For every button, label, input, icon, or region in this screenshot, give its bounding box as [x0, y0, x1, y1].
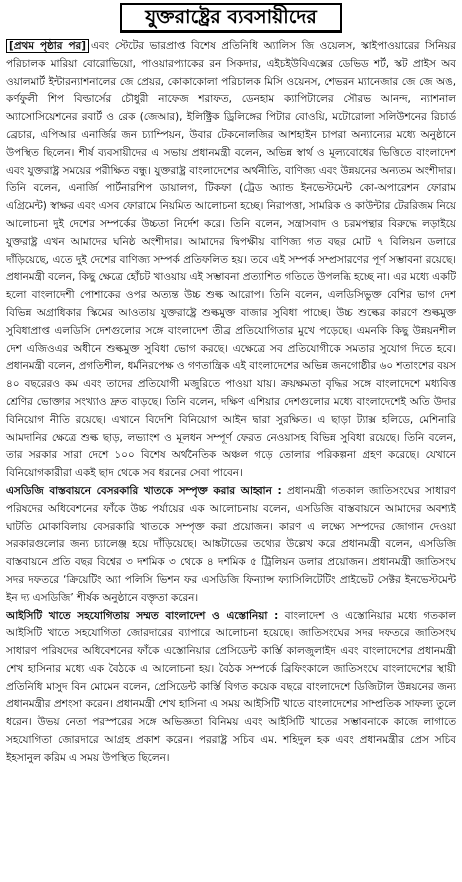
- paragraph-1: [6, 38, 456, 483]
- continuation-tag: [প্রথম পৃষ্ঠার পর]: [6, 39, 89, 53]
- paragraph-1-text: এবং স্টেটের ভারপ্রাপ্ত বিশেষ প্রতিনিধি অ্যালিস জি ওয়েলস, স্কাইপাওয়ারের সিনিয়র পরিচালক মারিয়া বোরোভিয়ো, পাওয়ারপ্যাকের রন সিকদার, এইচইউবিএক্সের ডেভিড শর্ট, স্কট প্রাইস অব ওয়ালমার্ট ইন্টারন্যাশনালের জে প্রেয়র, কোকাকোলা পরিচালক মিসি ওয়েনস, শেভরন ম্যানেজার জে জে অঙ, কর্ণফুলী শিপ বিল্ডার্সের চৌধুরী নাফেজ শরাফত, ডেনহাম ক্যাপিটালের সৌরভ আনন্দ, ন্যাশনাল অ্যাসোসিয়েশনের রবার্ট ও রেক (জেআর), ইলিক্ট্রিক ড্রিলিঙ্গের পিটার বোওয়ি, মটোরোলা সলিউশনের রিচার্ড ব্রেচার, এপিআর এনার্জির জন চ্যাম্পিয়ন, উবার টেকনোলজির আশহাইন চাপরা অন্যান্যের মধ্যে অনুষ্ঠানে উপস্থিত ছিলেন। শীর্ষ ব্যবসায়ীদের এ সভায় প্রধানমন্ত্রী বলেন, অভিন্ন স্বার্থ ও মূল্যবোধের ভিত্তিতে বাংলাদেশ এবং যুক্তরাষ্ট্র সময়ের পরীক্ষিত বন্ধু। যুক্তরাষ্ট্র বাংলাদেশের অর্থনীতি, বাণিজ্য এবং উন্নয়নের অন্যতম অংশীদার। তিনি বলেন, এনার্জি পার্টনারশিপ ডায়ালগ, টিকফা (ট্রেড অ্যান্ড ইনভেস্টমেন্ট কো-অপারেশন ফোরাম এগ্রিমেন্ট) স্বাক্ষর এবং এসব ফোরামে নিয়মিত আলোচনা হচ্ছে। নিরাপত্তা, সামরিক ও কাউন্টার টেররিজম নিয়ে আলোচনা দুই দেশের সম্পর্কের উচ্চতা নির্দেশ করে। তিনি বলেন, সন্ত্রাসবাদ ও চরমপন্থার বিরুদ্ধে লড়াইয়ে যুক্তরাষ্ট্র এখন আমাদের ঘনিষ্ঠ অংশীদার। আমাদের দ্বিপক্ষীয় বাণিজ্য গত বছর মোট ৭ বিলিয়ন ডলারে দাঁড়িয়েছে, এতে দুই দেশের বাণিজ্য সম্পর্ক প্রতিফলিত হয়। তবে এই সম্পর্ক সম্প্রসারণের পূর্ণ সম্ভাবনা রয়েছে। প্রধানমন্ত্রী বলেন, কিছু ক্ষেত্রে হোঁচট খাওয়ায় এই সম্ভাবনা প্রত্যাশিত গতিতে উপলব্ধি হচ্ছে না। এর মধ্যে একটি হলো বাংলাদেশী পোশাকের ওপর অত্যন্ত উচ্চ শুল্ক আরোপ। তিনি বলেন, এলডিসিভুক্ত বেশির ভাগ দেশ বিভিন্ন অগ্রাধিকার স্কিমের আওতায় যুক্তরাষ্ট্রে শুল্কমুক্ত বাজার সুবিধা পাচ্ছে। উচ্চ শুল্কের কারণে শুল্কমুক্ত সুবিধাপ্রাপ্ত এলডিসি দেশগুলোর সঙ্গে বাংলাদেশ তীব্র প্রতিযোগিতার মুখে পড়েছে। এমনকি কিছু উন্নয়নশীল দেশ এজিওএর অধীনে শুল্কমুক্ত সুবিধা ভোগ করছে। এক্ষেত্রে সব প্রতিযোগীকে সমতার সুযোগ দিতে হবে। প্রধানমন্ত্রী বলেন, প্রগতিশীল, ধর্মনিরপেক্ষ ও গণতান্ত্রিক এই বাংলাদেশের অভিন্ন জনগোষ্ঠীর ৬০ শতাংশের বয়স ৪০ বছরেরও কম এবং তাদের প্রতিযোগী মজুরিতে পাওয়া যায়। ক্রয়ক্ষমতা বৃদ্ধির সঙ্গে বাংলাদেশে মধ্যবিত্ত শ্রেণির ভোক্তার সংখ্যাও দ্রুত বাড়ছে। তিনি বলেন, দক্ষিণ এশিয়ার দেশগুলোর মধ্যে বাংলাদেশেই অতি উদার বিনিয়োগ নীতি রয়েছে। এখানে বিদেশি বিনিয়োগ আইন দ্বারা সুরক্ষিত। এ ছাড়া ট্যাক্স হলিডে, মেশিনারি আমদানির ক্ষেত্রে শুল্ক ছাড়, লভ্যাংশ ও মূলধন সম্পূর্ণ ফেরত নেওয়াসহ বিভিন্ন সুবিধা রয়েছে। তিনি বলেন, তার সরকার সারা দেশে ১০০ বিশেষ অর্থনৈতিক অঞ্চল গড়ে তোলার পরিকল্পনা গ্রহণ করেছে। যেখানে বিনিয়োগকারীরা একই ছাদ থেকে সব ধরনের সেবা পাবেন।: [6, 40, 456, 480]
- paragraph-2-text: প্রধানমন্ত্রী গতকাল জাতিসংঘের সাধারণ পরিষদের অধিবেশনের ফাঁকে উচ্চ পর্যায়ের এক আলোচনায় বলেন, এসডিজি বাস্তবায়নে আমাদের অবশ্যই ঘাটতি মোকাবিলায় বেসরকারি খাতকে সম্পৃক্ত করা প্রয়োজন। কারণ এ লক্ষ্যে সম্পদের জোগান দেওয়া সরকারগুলোর জন্য চ্যালেঞ্জ হয়ে দাঁড়িয়েছে। আঙ্কটাডের তথ্যের উল্লেখ করে প্রধানমন্ত্রী বলেন, এসডিজি বাস্তবায়নে প্রতি বছর বিশ্বের ৩ দশমিক ৩ থেকে ৪ দশমিক ৫ ট্রিলিয়ন ডলার প্রয়োজন। প্রধানমন্ত্রী জাতিসংঘ সদর দফতরে ‘ক্রিয়েটিং অ্যা পলিসি ভিশন ফর এসডিজি ফিন্যান্স ফ্যাসিলিটেটিং প্রাইভেট সেক্টর ইনভেস্টমেন্ট ইন দ্য এসডিজি’ শীর্ষক অনুষ্ঠানে বক্তৃতা করেন।: [6, 484, 456, 604]
- paragraph-2: [6, 483, 456, 608]
- paragraph-3: [6, 608, 456, 768]
- subheading-ict: আইসিটি খাতে সহযোগিতায় সম্মত বাংলাদেশ ও এস্তোনিয়া :: [6, 609, 279, 622]
- headline: যুক্তরাষ্ট্রের ব্যবসায়ীদের: [145, 6, 317, 28]
- article-body: [6, 38, 456, 880]
- subheading-sdg: এসডিজি বাস্তবায়নে বেসরকারি খাতকে সম্পৃক্ত করার আহ্বান :: [6, 484, 282, 497]
- headline-box: [120, 3, 342, 33]
- paragraph-3-text: বাংলাদেশ ও এস্তোনিয়ার মধ্যে গতকাল আইসিটি খাতে সহযোগিতা জোরদারের ব্যাপারে আলোচনা হয়েছে। জাতিসংঘের সদর দফতরে জাতিসংঘ সাধারণ পরিষদের অধিবেশনের ফাঁকে এস্তোনিয়ার প্রেসিডেন্ট কার্স্তি কালজুলাইদ এবং বাংলাদেশের প্রধানমন্ত্রী শেখ হাসিনার মধ্যে এক বৈঠকে এ আলোচনা হয়। বৈঠক সম্পর্কে ব্রিফিংকালে জাতিসংঘে বাংলাদেশের স্থায়ী প্রতিনিধি মাসুদ বিন মোমেন বলেন, প্রেসিডেন্ট কার্স্তি বিগত কয়েক বছরে বাংলাদেশে ডিজিটাল উন্নয়নের জন্য প্রধানমন্ত্রীর প্রশংসা করেন। প্রধানমন্ত্রী শেখ হাসিনা এ সময় আইসিটি খাতে বাংলাদেশের সাম্প্রতিক সাফল্য তুলে ধরেন। উভয় নেতা পরস্পরের সঙ্গে অভিজ্ঞতা বিনিময় এবং আইসিটি খাতের সম্ভাবনাকে কাজে লাগাতে সহযোগিতা জোরদারে আগ্রহ প্রকাশ করেন। পররাষ্ট্র সচিব এম. শহিদুল হক এবং প্রধানমন্ত্রীর প্রেস সচিব ইহসানুল করিম এ সময় উপস্থিত ছিলেন।: [6, 609, 456, 764]
